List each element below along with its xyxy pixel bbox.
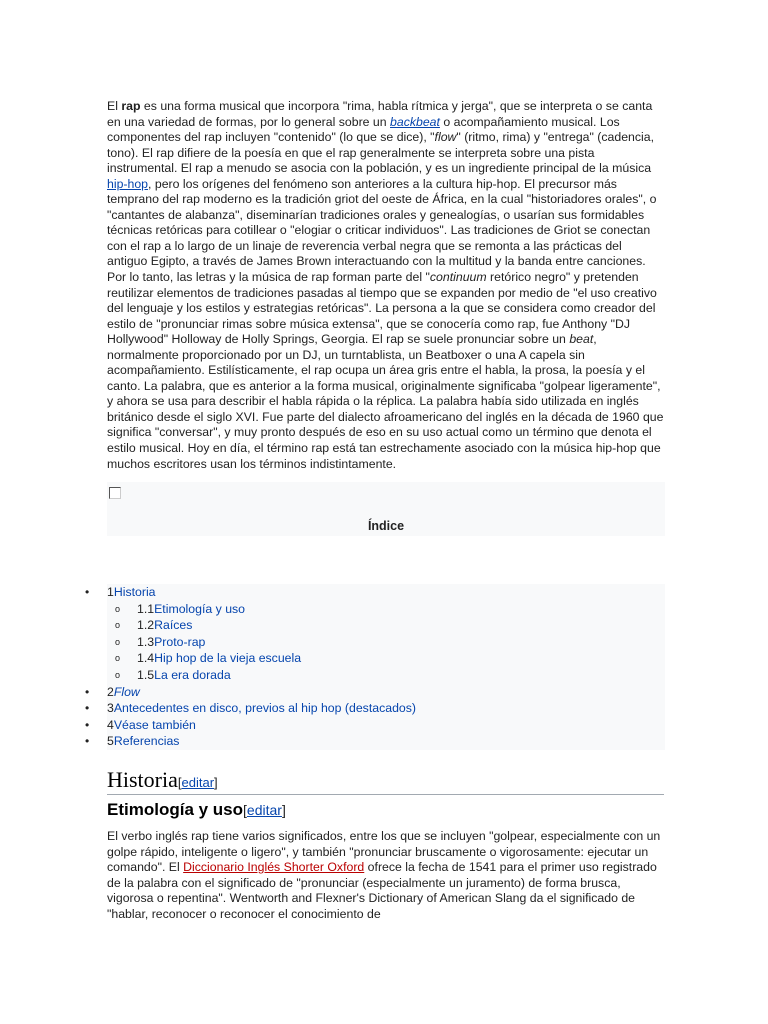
toc-link[interactable]: Raíces	[154, 618, 193, 633]
toc-link[interactable]: Hip hop de la vieja escuela	[154, 651, 302, 666]
circle-bullet-icon: o	[115, 669, 121, 680]
intro-text: El	[107, 99, 122, 113]
section-heading-historia	[107, 767, 664, 795]
intro-text: " (ritmo, rima) y "entrega" (cadencia, tono). El rap difiere de la poesía en que el rap generalmente se interpreta sobre una pista instrumental. El rap a menudo se asocia con la población, y es un ingrediente principal de la música	[107, 130, 655, 176]
toc-item-era-dorada[interactable]	[107, 667, 665, 684]
edit-section-link	[243, 802, 286, 818]
toc-item-proto-rap[interactable]	[107, 634, 665, 651]
oxford-dictionary-link[interactable]: Diccionario Inglés Shorter Oxford	[183, 860, 365, 875]
toc-link[interactable]: Historia	[113, 585, 156, 599]
toc-item-vease[interactable]	[85, 717, 665, 734]
toc-number: 1.3	[137, 634, 155, 649]
toc-number: 1.4	[137, 651, 155, 666]
article-body	[107, 99, 665, 536]
toc-item-vieja-escuela[interactable]	[107, 650, 665, 667]
toc-item-flow[interactable]	[85, 684, 665, 701]
edit-link[interactable]: editar	[246, 802, 282, 818]
circle-bullet-icon: o	[115, 636, 121, 647]
toc-item-raices[interactable]	[107, 617, 665, 634]
etimologia-paragraph	[107, 829, 665, 923]
paragraph-text: El verbo inglés rap tiene varios significados, entre los que se incluyen "golpear, especialmente con un golpe rápido, inteligente o ligero", y también "pronunciar bruscamente o vigorosamente: ejecutar un comando". El	[107, 829, 661, 875]
toc-item-historia[interactable]	[85, 584, 665, 601]
bracket: ]	[214, 775, 218, 790]
toc-number: 1.2	[137, 618, 155, 633]
bullet-icon: •	[85, 717, 90, 732]
edit-link[interactable]: editar	[181, 775, 215, 790]
circle-bullet-icon: o	[115, 653, 121, 664]
toc-number: 1.1	[137, 601, 155, 616]
toc-item-etimologia[interactable]	[107, 601, 665, 618]
toc-number: 5	[107, 734, 114, 749]
bullet-icon: •	[85, 734, 90, 749]
intro-text: , pero los orígenes del fenómeno son anteriores a la cultura hip-hop. El precursor más temprano del rap moderno es la tradición griot del oeste de África, en la cual "historiadores orales", o "cantantes de alabanza", diseminarían tradiciones orales y genealogías, o usarían sus formidables técnicas retóricas para cotillear o "elogiar o criticar individuos". Las tradiciones de Griot se conectan con el rap a lo largo de un linaje de reverencia verbal negra que se remonta a las prácticas del antiguo Egipto, a través de James Brown interactuando con la multitud y la banda entre canciones. Por lo tanto, las letras y la música de rap forman parte del "	[107, 176, 657, 285]
bracket: [	[243, 802, 247, 818]
toc-header	[107, 482, 665, 536]
intro-paragraph	[107, 99, 665, 472]
toc-item-antecedentes[interactable]	[85, 700, 665, 717]
backbeat-link[interactable]: backbeat	[390, 114, 440, 129]
toc-link[interactable]: Proto-rap	[154, 634, 206, 649]
intro-text: es una forma musical que incorpora "rima, habla rítmica y jerga", que se interpreta o se canta en una variedad de formas, por lo general sobre un	[107, 99, 653, 129]
intro-text: o acompañamiento musical. Los componentes del rap incluyen "contenido" (lo que se dice), "	[107, 114, 620, 145]
heading-text: Etimología y uso	[107, 800, 244, 819]
toc-toggle-checkbox[interactable]	[109, 487, 121, 499]
bullet-icon: •	[85, 701, 90, 716]
continuum-term: continuum	[429, 270, 487, 285]
intro-text: , normalmente proporcionado por un DJ, un turntablista, un Beatboxer o una A capela sin acompañamiento. Estilísticamente, el rap ocupa un área gris entre el habla, la prosa, la poesía y el canto. La palabra, que es anterior a la forma musical, originalmente significaba "golpear ligeramente", y ahora se usa para describir el habla rápida o la réplica. La palabra había sido utilizada en inglés británico desde el siglo XVI. Fue parte del dialecto afroamericano del inglés en la década de 1960 que significa "conversar", y muy pronto después de eso en su uso actual como un término que denota el estilo musical. Hoy en día, el término rap está tan estrechamente asociado con la música hip-hop que muchos escritores usan los términos indistintamente.	[107, 332, 664, 471]
bullet-icon: •	[85, 585, 90, 599]
toc-link[interactable]: La era dorada	[154, 667, 231, 682]
beat-term: beat	[569, 332, 594, 347]
heading-text: Historia	[107, 767, 178, 792]
toc-link[interactable]: Flow	[113, 684, 140, 699]
toc-number: 4	[107, 717, 114, 732]
bracket: ]	[281, 802, 286, 818]
paragraph-text: ofrece la fecha de 1541 para el primer uso registrado de la palabra con el significado de "pronunciar (especialmente un juramento) de forma brusca, vigorosa o repentina". Wentworth and Flexner's Dictionary of American Slang da el significado de "hablar, reconocer o reconocer el conocimiento de	[107, 860, 657, 921]
hip-hop-link[interactable]: hip-hop	[107, 176, 149, 191]
toc-link[interactable]: Antecedentes en disco, previos al hip hop (destacados)	[113, 701, 416, 716]
section-heading-etimologia	[107, 800, 286, 820]
toc-number: 2	[107, 684, 114, 699]
bullet-icon: •	[85, 684, 90, 699]
flow-term: flow	[434, 130, 457, 145]
edit-section-link	[178, 775, 218, 790]
toc-list	[85, 584, 665, 750]
toc-number: 1.5	[137, 667, 155, 682]
toc-link[interactable]: Véase también	[113, 717, 196, 732]
toc-link[interactable]: Referencias	[113, 734, 180, 749]
toc-item-referencias[interactable]	[85, 733, 665, 750]
toc-number: 1	[107, 585, 114, 599]
bracket: [	[177, 775, 182, 790]
toc-number: 3	[107, 701, 114, 716]
circle-bullet-icon: o	[115, 603, 121, 614]
toc-title: Índice	[367, 519, 405, 534]
rap-term: rap	[121, 99, 141, 113]
intro-text: retórico negro" y pretenden reutilizar elementos de tradiciones pasadas al tiempo que se expanden por medio de "el uso creativo del lenguaje y los estilos y estrategias retóricas". La persona a la que se considera como creador del estilo de "pronunciar rimas sobre música extensa", que se conocería como rap, fue Anthony "DJ Hollywood" Holloway de Holly Springs, Georgia. El rap se suele pronunciar sobre un	[107, 270, 657, 347]
toc-link[interactable]: Etimología y uso	[154, 601, 246, 616]
circle-bullet-icon: o	[115, 620, 121, 631]
